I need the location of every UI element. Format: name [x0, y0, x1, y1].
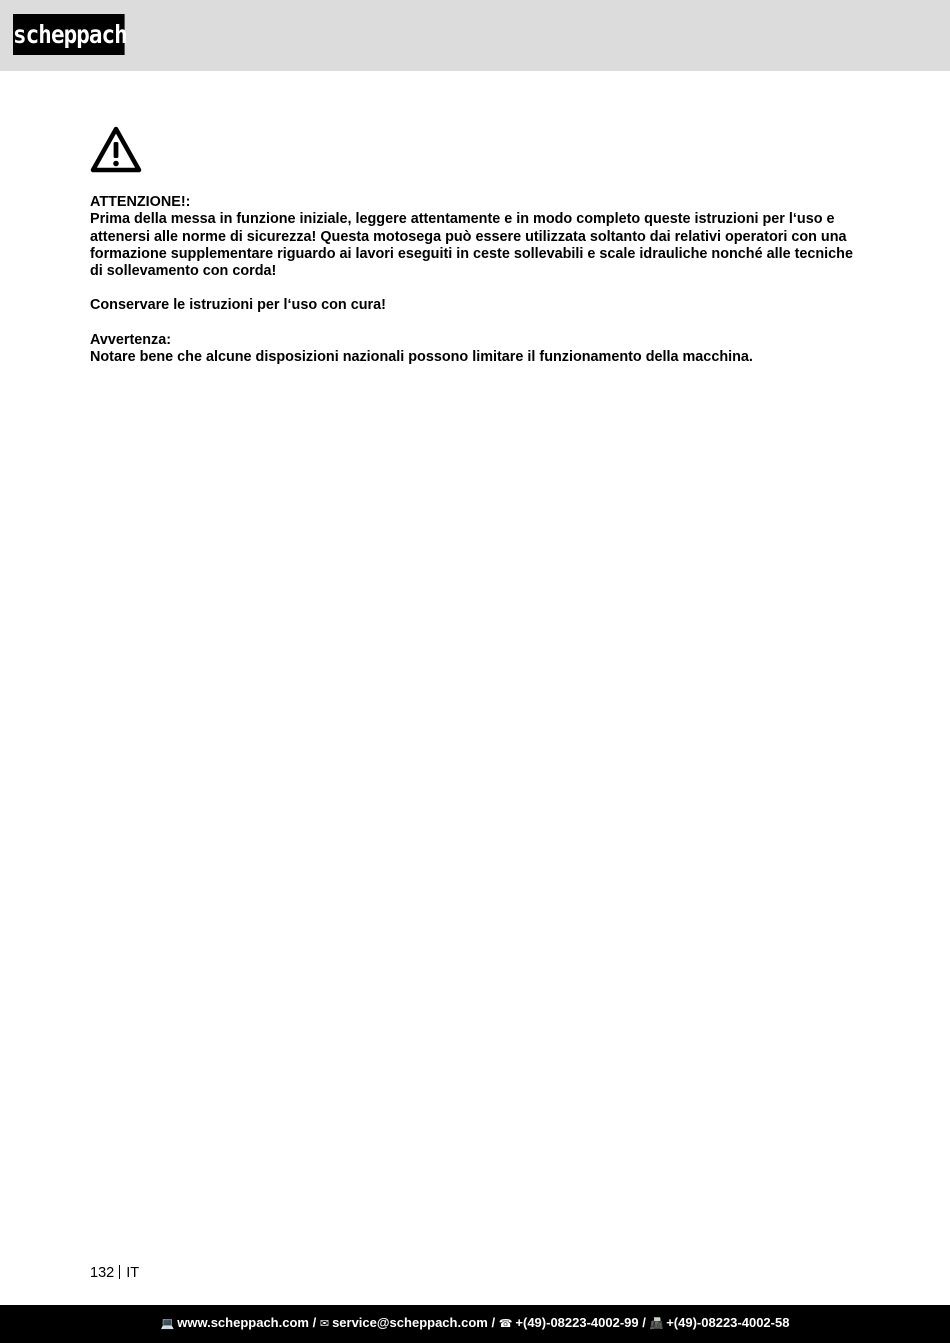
page-indicator: [90, 1265, 139, 1282]
safety-notice: [90, 194, 862, 366]
notice-text: Notare bene che alcune disposizioni nazionali possono limitare il funzionamento della macchina.: [90, 349, 753, 366]
footer-fax: +(49)-08223-4002-58: [666, 1315, 790, 1330]
fax-icon: 📠: [649, 1318, 664, 1330]
page-language: IT: [126, 1265, 140, 1281]
footer-website[interactable]: www.scheppach.com: [177, 1315, 309, 1330]
attention-text: Prima della messa in funzione iniziale, leggere attentamente e in modo completo queste istruzioni per l‘uso e attenersi alle norme di sicurezza! Questa motosega può essere utilizzata soltanto dai relativi operatori con una formazione supplementare riguardo ai lavori eseguiti in ceste sollevabili e scale idrauliche nonché alle tecniche di sollevamento con corda!: [90, 211, 853, 280]
footer-separator: /: [312, 1315, 317, 1330]
envelope-icon: ✉: [319, 1318, 330, 1330]
footer-contact-bar: [0, 1305, 950, 1343]
footer-phone: +(49)-08223-4002-99: [515, 1315, 639, 1330]
warning-triangle-icon: [90, 126, 142, 174]
telephone-icon: ☎: [498, 1318, 513, 1330]
footer-email[interactable]: service@scheppach.com: [332, 1315, 488, 1330]
attention-heading: ATTENZIONE!:: [90, 194, 191, 210]
footer-separator: /: [491, 1315, 496, 1330]
keep-instructions-text: Conservare le istruzioni per l‘uso con cura!: [90, 297, 386, 314]
page-number: 132: [90, 1265, 115, 1281]
notice-heading: Avvertenza:: [90, 331, 172, 348]
page-separator: [119, 1265, 120, 1279]
scheppach-logo: scheppach: [13, 14, 125, 55]
header-band: [0, 0, 950, 71]
footer-separator: /: [642, 1315, 646, 1330]
laptop-icon: 💻: [160, 1318, 175, 1330]
